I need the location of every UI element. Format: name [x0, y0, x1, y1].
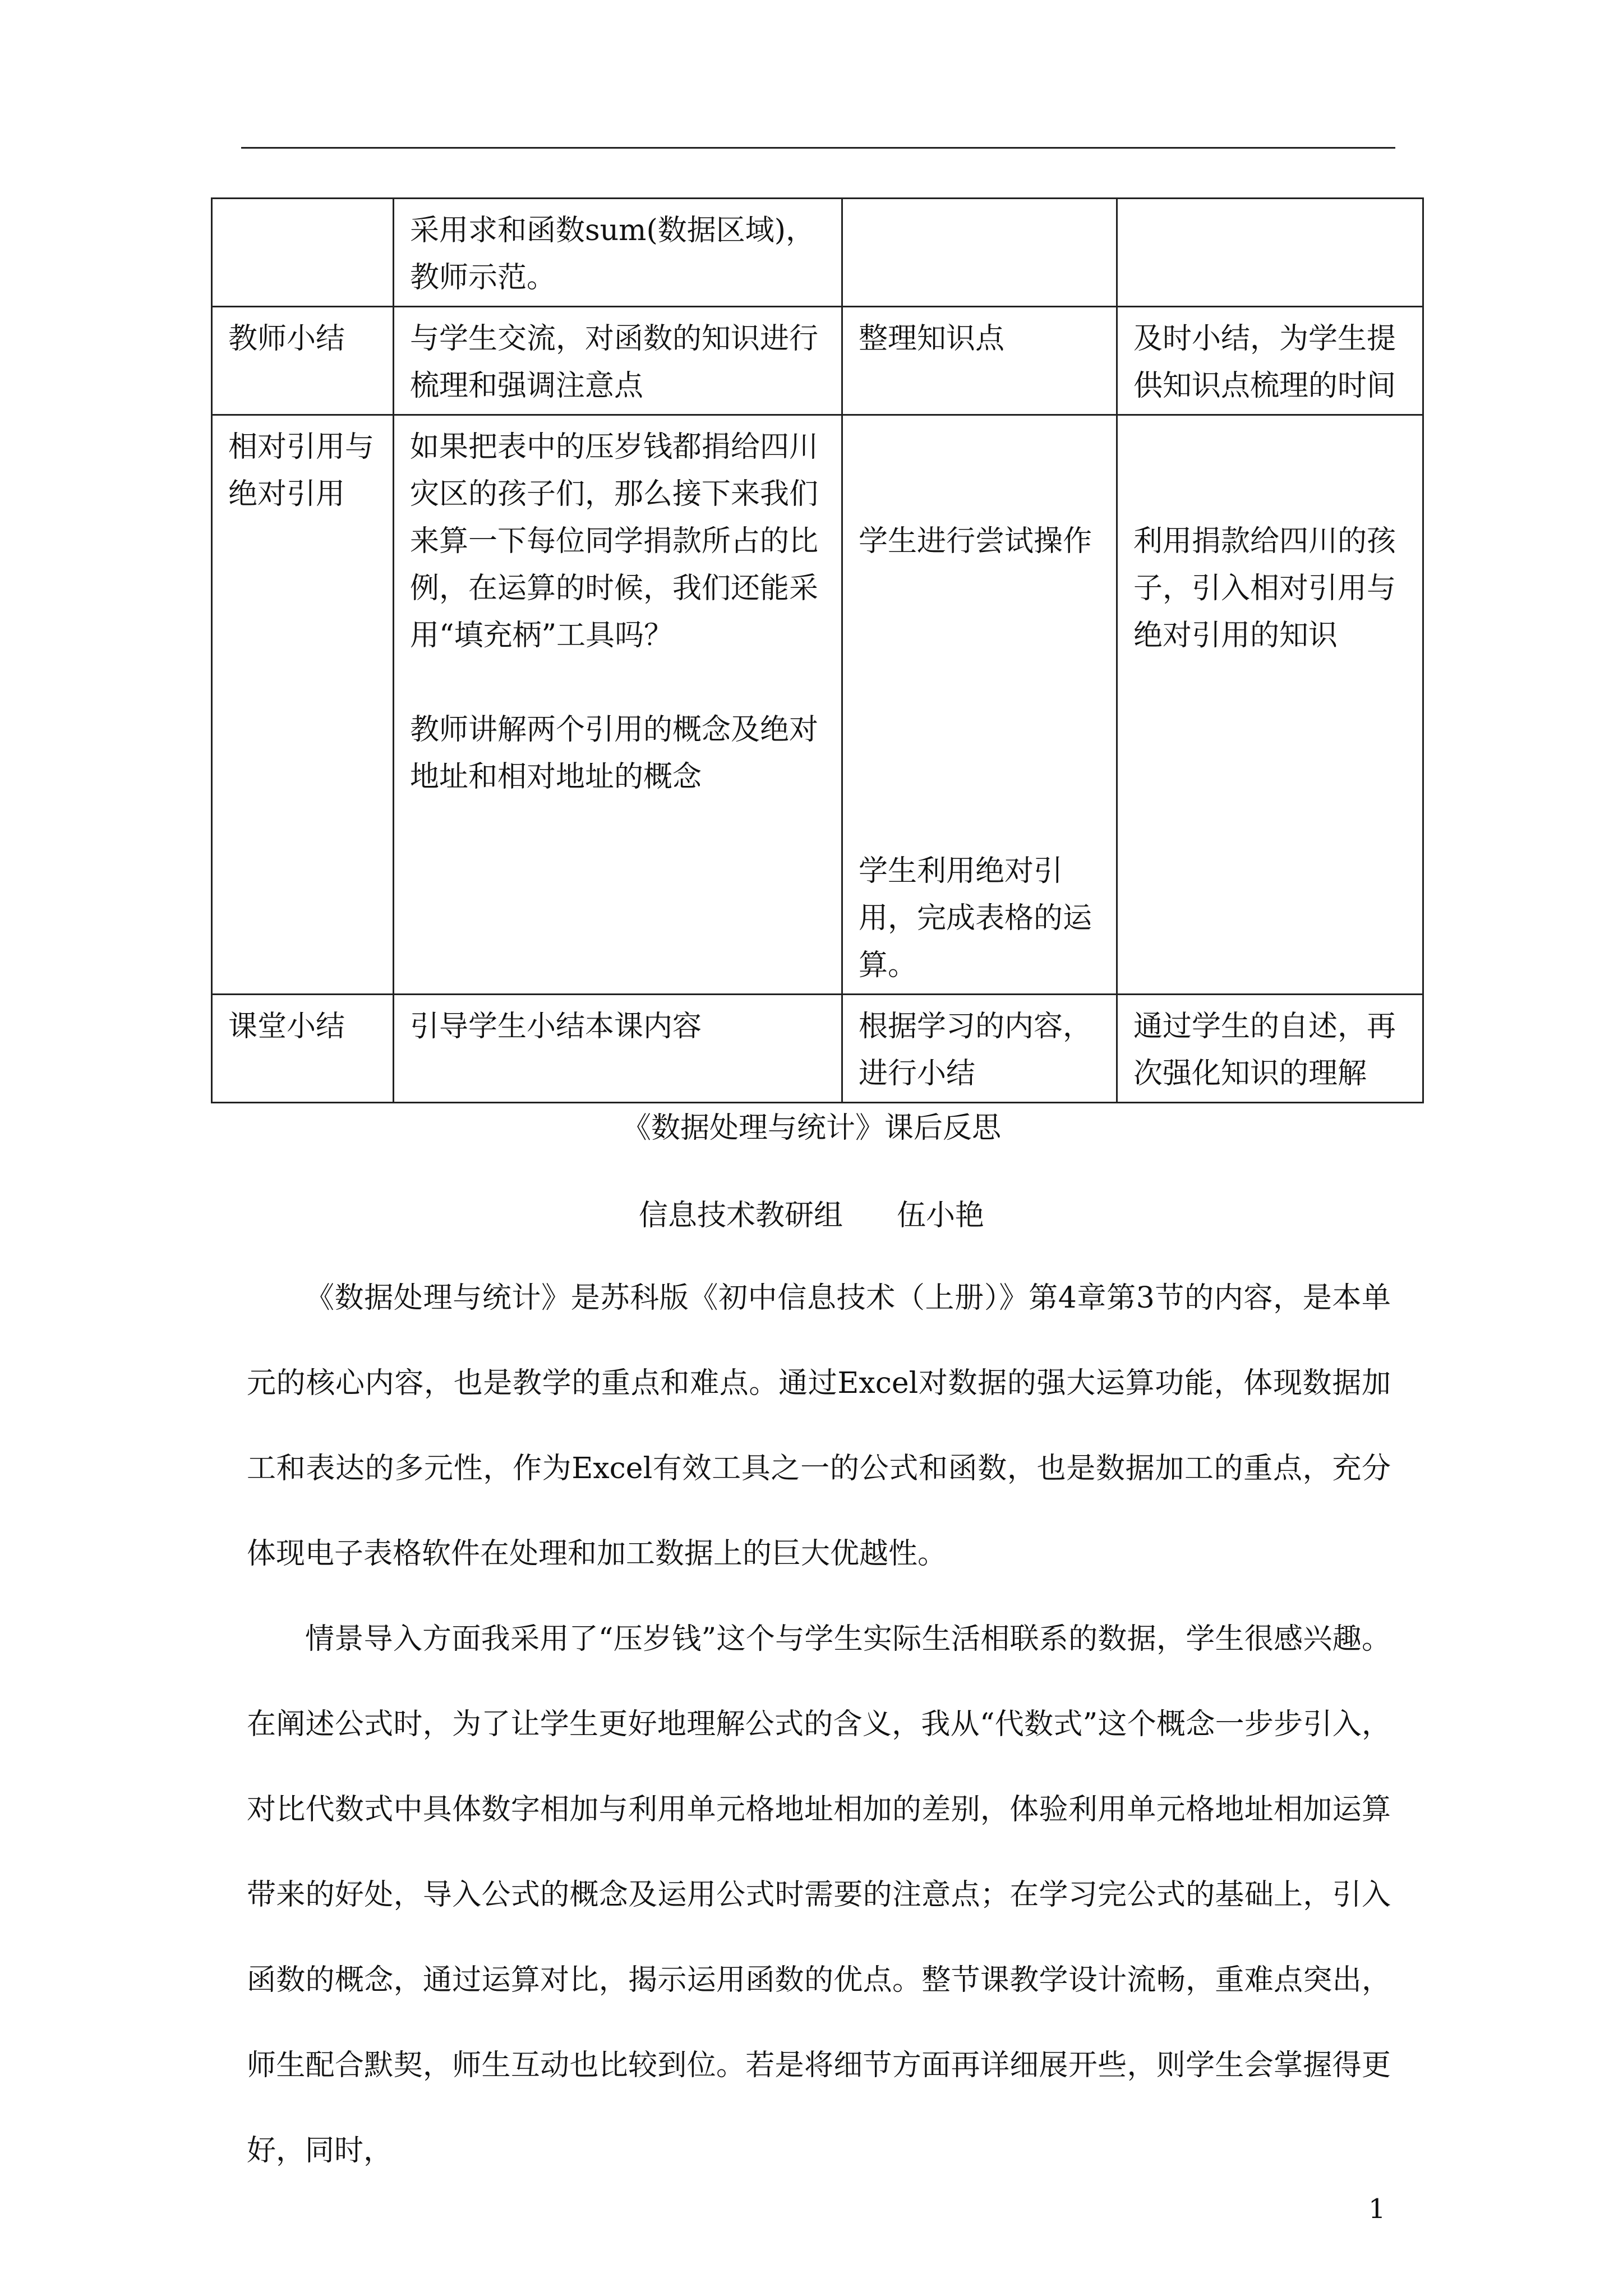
table-row [212, 307, 1423, 415]
stage-cell: 课堂小结 [212, 995, 394, 1103]
design-purpose-cell: 利用捐款给四川的孩子，引入相对引用与绝对引用的知识 [1117, 415, 1423, 995]
student-attempt: 学生进行尝试操作 [859, 524, 1092, 558]
teacher-activity-cell [394, 415, 842, 995]
student-activity-cell [842, 199, 1117, 307]
design-purpose-cell: 及时小结，为学生提供知识点梳理的时间 [1117, 307, 1423, 415]
lesson-plan-table [211, 197, 1424, 1103]
paragraph: 情景导入方面我采用了“压岁钱”这个与学生实际生活相联系的数据，学生很感兴趣。在阐述公式时，为了让学生更好地理解公式的含义，我从“代数式”这个概念一步步引入，对比代数式中具体数字相加与利用单元格地址相加的差别，体验利用单元格地址相加运算带来的好处，导入公式的概念及运用公式时需要的注意点；在学习完公式的基础上，引入函数的概念，通过运算对比，揭示运用函数的优点。整节课教学设计流畅，重难点突出，师生配合默契，师生互动也比较到位。若是将细节方面再详细展开些，则学生会掌握得更好，同时， [247, 1622, 1391, 2168]
stage-cell: 教师小结 [212, 307, 394, 415]
student-absolute-ref: 学生利用绝对引用，完成表格的运算。 [859, 854, 1092, 982]
design-purpose-cell [1117, 199, 1423, 307]
student-activity-cell [842, 415, 1117, 995]
research-group: 信息技术教研组 [638, 1199, 843, 1232]
page-number: 1 [1368, 2193, 1386, 2225]
teacher-question: 如果把表中的压岁钱都捐给四川灾区的孩子们，那么接下来我们来算一下每位同学捐款所占的比例，在运算的时候，我们还能采用“填充柄”工具吗？ [410, 430, 819, 652]
teacher-activity-cell: 引导学生小结本课内容 [394, 995, 842, 1103]
table-row [212, 995, 1423, 1103]
header-rule [241, 147, 1395, 149]
teacher-explanation: 教师讲解两个引用的概念及绝对地址和相对地址的概念 [410, 713, 819, 794]
byline [0, 1191, 1623, 1234]
author-name: 伍小艳 [897, 1199, 985, 1232]
design-purpose-cell: 通过学生的自述，再次强化知识的理解 [1117, 995, 1423, 1103]
teacher-activity-cell: 采用求和函数sum(数据区域)，教师示范。 [394, 199, 842, 307]
teacher-activity-cell: 与学生交流，对函数的知识进行梳理和强调注意点 [394, 307, 842, 415]
table-row [212, 199, 1423, 307]
reflection-title: 《数据处理与统计》课后反思 [621, 1111, 1001, 1145]
student-activity-cell: 整理知识点 [842, 307, 1117, 415]
student-activity-cell: 根据学习的内容，进行小结 [842, 995, 1117, 1103]
reflection-body [247, 1255, 1391, 2193]
stage-cell: 相对引用与绝对引用 [212, 415, 394, 995]
stage-cell [212, 199, 394, 307]
paragraph: 《数据处理与统计》是苏科版《初中信息技术（上册）》第4章第3节的内容，是本单元的核心内容，也是教学的重点和难点。通过Excel对数据的强大运算功能，体现数据加工和表达的多元性，作为Excel有效工具之一的公式和函数，也是数据加工的重点，充分体现电子表格软件在处理和加工数据上的巨大优越性。 [247, 1281, 1391, 1571]
table-row [212, 415, 1423, 995]
